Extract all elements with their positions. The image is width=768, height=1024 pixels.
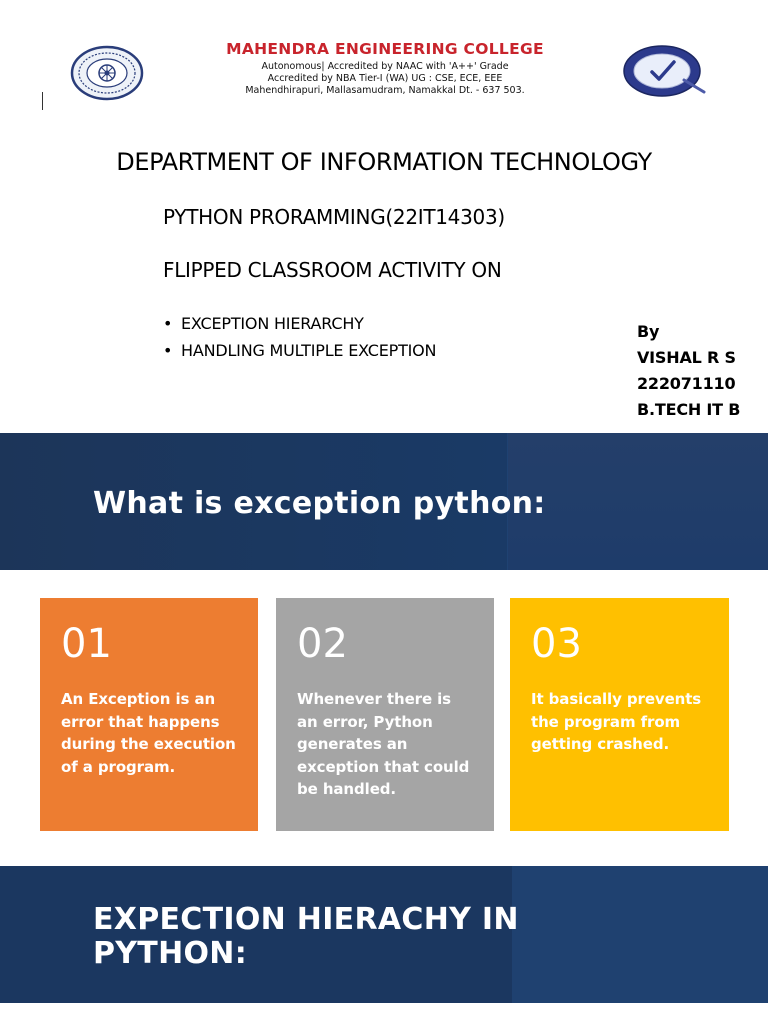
department-title: DEPARTMENT OF INFORMATION TECHNOLOGY — [116, 148, 652, 176]
card-number: 03 — [531, 621, 582, 667]
card-text: An Exception is an error that happens during the execution of a program. — [61, 690, 236, 776]
author-by: By — [637, 322, 660, 341]
list-item — [163, 337, 436, 364]
text-cursor — [42, 92, 43, 110]
bullet-icon: • — [163, 314, 173, 333]
author-block — [637, 319, 740, 423]
topic-list — [163, 310, 436, 364]
card-text: It basically prevents the program from getting crashed. — [531, 690, 702, 754]
cards-slide — [0, 570, 768, 866]
title-slide — [0, 0, 768, 432]
page-bottom-margin — [0, 1003, 768, 1024]
activity-title: FLIPPED CLASSROOM ACTIVITY ON — [163, 258, 502, 282]
exception-hierarchy-slide — [0, 866, 768, 1003]
topic-label: HANDLING MULTIPLE EXCEPTION — [181, 341, 437, 360]
topic-label: EXCEPTION HIERARCHY — [181, 314, 364, 333]
card-03 — [510, 598, 729, 831]
nba-line: Accredited by NBA Tier-I (WA) UG : CSE, ECE, EEE — [267, 73, 503, 84]
what-is-exception-slide — [0, 433, 768, 570]
course-title: PYTHON PRORAMMING(22IT14303) — [163, 205, 505, 229]
card-text: Whenever there is an error, Python generates an exception that could be handled. — [297, 690, 470, 799]
slide-heading: EXPECTION HIERACHY IN PYTHON: — [93, 902, 519, 971]
card-number: 02 — [297, 621, 348, 667]
card-01 — [40, 598, 258, 831]
college-seal-icon — [70, 45, 144, 101]
author-class: B.TECH IT B — [637, 400, 741, 419]
list-item — [163, 310, 436, 337]
accreditation-line: Autonomous| Accredited by NAAC with 'A++' Grade — [261, 61, 509, 72]
slide-heading: What is exception python: — [93, 486, 546, 521]
naac-seal-icon — [622, 44, 708, 98]
address-line: Mahendhirapuri, Mallasamudram, Namakkal Dt. - 637 503. — [245, 85, 525, 96]
card-02 — [276, 598, 494, 831]
author-name: VISHAL R S — [637, 348, 736, 367]
author-id: 222071110 — [637, 374, 736, 393]
background-shade — [508, 433, 768, 570]
card-number: 01 — [61, 621, 112, 667]
college-name: MAHENDRA ENGINEERING COLLEGE — [226, 40, 544, 58]
bullet-icon: • — [163, 341, 173, 360]
